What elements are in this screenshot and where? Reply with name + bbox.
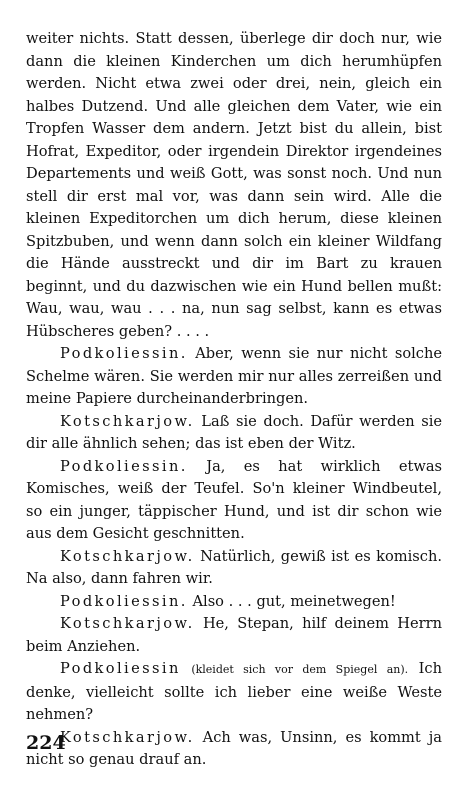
paragraph-text: Ich denke, vielleicht sollte ich lieber eine weiße Weste nehmen? [26,660,442,723]
text-paragraph [26,28,442,343]
dialogue-paragraph [26,591,442,614]
dialogue-paragraph [26,343,442,411]
stage-direction: (kleidet sich vor dem Spiegel an). [191,663,409,676]
dialogue-paragraph [26,613,442,658]
paragraph-text: He, Stepan, hilf deinem Herrn beim Anziehen. [26,615,442,655]
speaker-name: Kotschkarjow. [60,412,195,430]
speaker-name: Kotschkarjow. [60,615,195,632]
dialogue-paragraph [26,411,442,456]
dialogue-paragraph [26,658,442,727]
dialogue-paragraph [26,546,442,591]
speaker-name: Kotschkarjow. [60,728,195,746]
speaker-name: Podkoliessin. [60,592,188,610]
paragraph-text: Laß sie doch. Dafür werden sie dir alle ähnlich sehen; das ist eben der Witz. [26,412,443,452]
paragraph-text: weiter nichts. Statt dessen, überlege dir doch nur, wie dann die kleinen Kinderchen um dich herumhüpfen werden. Nicht etwa zwei oder drei, nein, gleich ein halbes Dutzend. Und alle gleichen dem Vater, wie ein Tropfen Wasser dem andern. Jetzt bist du allein, bist Hofrat, Expeditor, oder irgendein Direktor irgendeines Departements und weiß Gott, was sonst noch. Und nun stell dir erst mal vor, was dann sein wird. Alle die kleinen Expeditorchen um dich herum, diese kleinen Spitzbuben, und wenn dann solch ein kleiner Wildfang die Hände ausstreckt und dir im Bart zu krauen beginnt, und du dazwischen wie ein Hund bellen mußt: Wau, wau, wau . . . na, nun sag selbst, kann es etwas Hübscheres geben? . . . . [26,30,442,340]
speaker-name: Podkoliessin. [60,345,188,362]
speaker-name: Podkoliessin [60,660,181,677]
page-body [26,28,442,772]
paragraph-text: Also . . . gut, meinetwegen! [192,592,396,610]
dialogue-paragraph [26,456,442,546]
page-number: 224 [26,732,66,754]
speaker-name: Podkoliessin. [60,457,188,475]
paragraph-text: Natürlich, gewiß ist es komisch. Na also, dann fahren wir. [26,547,443,587]
dialogue-paragraph [26,727,442,772]
paragraph-text: Ach was, Unsinn, es kommt ja nicht so genau drauf an. [26,728,442,768]
speaker-name: Kotschkarjow. [60,547,195,565]
paragraph-text: Ja, es hat wirklich etwas Komisches, weiß der Teufel. So'n kleiner Windbeutel, so ein junger, täppischer Hund, und ist dir schon wie aus dem Gesicht geschnitten. [26,457,443,542]
paragraph-text: Aber, wenn sie nur nicht solche Schelme wären. Sie werden mir nur alles zerreißen und meine Papiere durcheinanderbringen. [26,345,443,407]
